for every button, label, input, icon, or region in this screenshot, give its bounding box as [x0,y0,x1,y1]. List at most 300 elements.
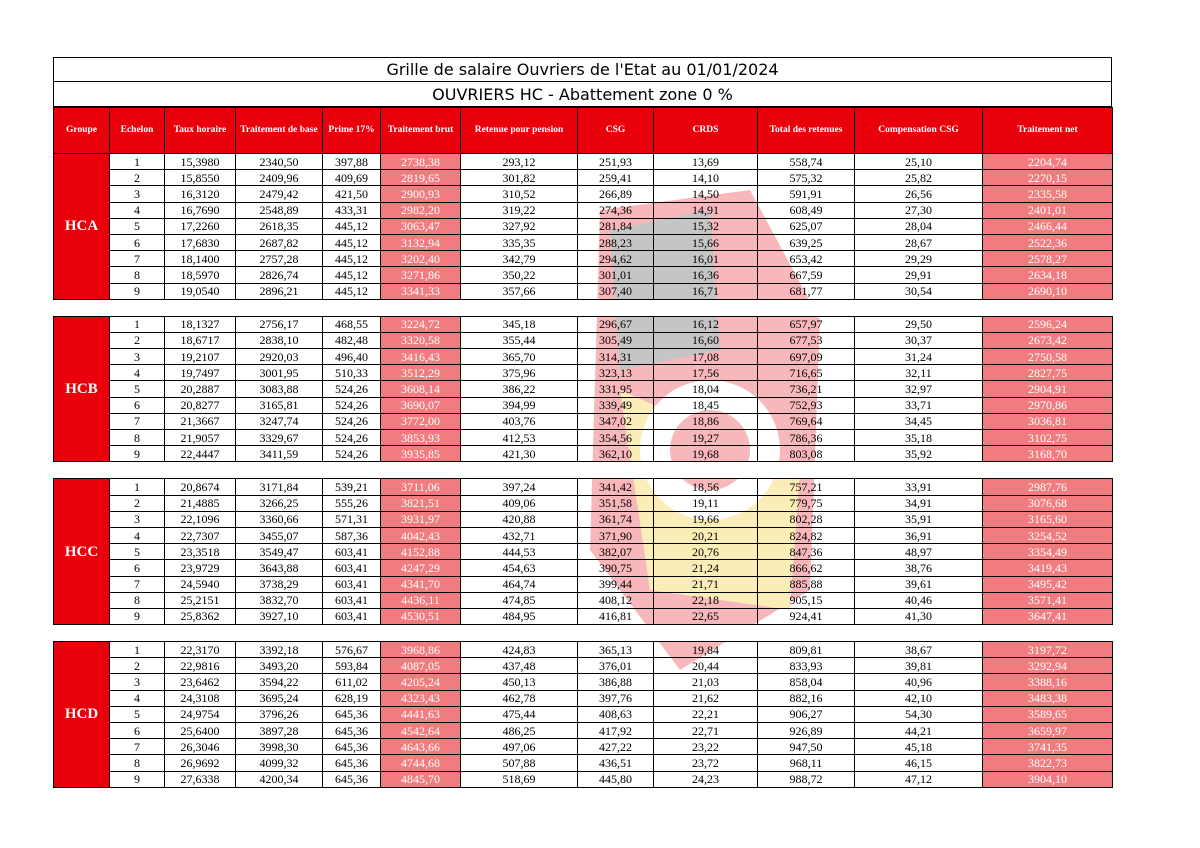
table-cell: 19,11 [654,495,758,511]
table-cell: 35,91 [855,511,983,527]
table-cell: 424,83 [461,642,578,658]
table-cell: 486,25 [461,723,578,739]
table-cell: 19,0540 [165,283,236,299]
table-cell: 803,08 [758,446,855,462]
table-cell: 2757,28 [236,251,323,267]
table-cell: 2340,50 [236,154,323,170]
table-cell: 3493,20 [236,658,323,674]
table-row [54,186,1113,202]
table-cell: 409,69 [323,170,381,186]
table-cell: 474,85 [461,592,578,608]
table-cell: 445,12 [323,234,381,250]
table-cell: 433,31 [323,202,381,218]
table-cell: 416,81 [578,608,654,624]
table-cell: 3772,00 [381,413,461,429]
table-cell: 34,45 [855,413,983,429]
table-row [54,706,1113,722]
table-cell: 2904,91 [983,381,1113,397]
table-cell: 301,82 [461,170,578,186]
table-cell: 3266,25 [236,495,323,511]
table-cell: 802,28 [758,511,855,527]
table-cell: 15,8550 [165,170,236,186]
table-cell: 3168,70 [983,446,1113,462]
table-cell: 24,5940 [165,576,236,592]
table-cell: 484,95 [461,608,578,624]
table-cell: 3292,94 [983,658,1113,674]
table-cell: 645,36 [323,739,381,755]
table-cell: 19,84 [654,642,758,658]
table-cell: 319,22 [461,202,578,218]
table-cell: 408,63 [578,706,654,722]
table-cell: 3165,60 [983,511,1113,527]
table-cell: 29,50 [855,316,983,332]
table-cell: 858,04 [758,674,855,690]
table-cell: 4542,64 [381,723,461,739]
table-cell: 2596,24 [983,316,1113,332]
table-cell: 3935,85 [381,446,461,462]
table-row [54,560,1113,576]
table-cell: 2618,35 [236,218,323,234]
table-cell: 14,50 [654,186,758,202]
table-cell: 54,30 [855,706,983,722]
table-row [54,234,1113,250]
table-cell: 361,74 [578,511,654,527]
column-header: Groupe [54,108,110,154]
table-cell: 20,21 [654,527,758,543]
table-cell: 3083,88 [236,381,323,397]
table-cell: 42,10 [855,690,983,706]
table-cell: 6 [110,560,165,576]
table-cell: 3165,81 [236,397,323,413]
table-cell: 301,01 [578,267,654,283]
table-cell: 677,53 [758,332,855,348]
table-cell: 8 [110,592,165,608]
column-header: Total des retenues [758,108,855,154]
table-cell: 539,21 [323,479,381,495]
table-row [54,608,1113,624]
table-cell: 22,7307 [165,527,236,543]
table-cell: 375,96 [461,365,578,381]
table-row [54,332,1113,348]
table-cell: 4341,70 [381,576,461,592]
table-cell: 409,06 [461,495,578,511]
table-cell: 327,92 [461,218,578,234]
table-cell: 22,9816 [165,658,236,674]
table-cell: 26,56 [855,186,983,202]
table-cell: 2270,15 [983,170,1113,186]
table-cell: 5 [110,381,165,397]
table-cell: 2690,10 [983,283,1113,299]
table-cell: 259,41 [578,170,654,186]
table-cell: 628,19 [323,690,381,706]
table-cell: 420,88 [461,511,578,527]
table-cell: 2401,01 [983,202,1113,218]
table-cell: 19,68 [654,446,758,462]
table-cell: 450,13 [461,674,578,690]
table-cell: 611,02 [323,674,381,690]
table-cell: 507,88 [461,755,578,771]
table-cell: 403,76 [461,413,578,429]
table-cell: 3455,07 [236,527,323,543]
table-cell: 1 [110,154,165,170]
table-cell: 3853,93 [381,430,461,446]
table-cell: 2634,18 [983,267,1113,283]
table-cell: 293,12 [461,154,578,170]
table-cell: 25,2151 [165,592,236,608]
table-cell: 16,7690 [165,202,236,218]
table-cell: 32,97 [855,381,983,397]
table-row [54,170,1113,186]
table-cell: 3001,95 [236,365,323,381]
table-cell: 29,91 [855,267,983,283]
table-row [54,283,1113,299]
table-row [54,674,1113,690]
table-cell: 16,71 [654,283,758,299]
table-row [54,576,1113,592]
table-cell: 2987,76 [983,479,1113,495]
table-cell: 4 [110,527,165,543]
table-cell: 4436,11 [381,592,461,608]
table-cell: 2335,58 [983,186,1113,202]
table-cell: 40,46 [855,592,983,608]
table-cell: 33,71 [855,397,983,413]
table-cell: 376,01 [578,658,654,674]
table-cell: 4530,51 [381,608,461,624]
table-cell: 757,21 [758,479,855,495]
table-cell: 323,13 [578,365,654,381]
table-cell: 21,9057 [165,430,236,446]
table-cell: 341,42 [578,479,654,495]
table-cell: 15,32 [654,218,758,234]
table-cell: 288,23 [578,234,654,250]
table-cell: 251,93 [578,154,654,170]
table-cell: 22,65 [654,608,758,624]
table-cell: 2 [110,170,165,186]
table-cell: 3822,73 [983,755,1113,771]
table-cell: 21,3667 [165,413,236,429]
group-spacer [54,299,1113,316]
table-cell: 3392,18 [236,642,323,658]
table-cell: 905,15 [758,592,855,608]
table-cell: 31,24 [855,349,983,365]
table-cell: 3931,97 [381,511,461,527]
table-cell: 25,82 [855,170,983,186]
table-cell: 3271,86 [381,267,461,283]
table-cell: 645,36 [323,771,381,787]
table-cell: 382,07 [578,544,654,560]
table-cell: 427,22 [578,739,654,755]
table-cell: 2756,17 [236,316,323,332]
table-row [54,592,1113,608]
table-cell: 30,54 [855,283,983,299]
table-cell: 18,1400 [165,251,236,267]
table-cell: 21,4885 [165,495,236,511]
column-header: Prime 17% [323,108,381,154]
table-cell: 3 [110,511,165,527]
table-cell: 3711,06 [381,479,461,495]
table-cell: 22,71 [654,723,758,739]
table-cell: 16,3120 [165,186,236,202]
table-cell: 866,62 [758,560,855,576]
table-cell: 41,30 [855,608,983,624]
table-cell: 23,6462 [165,674,236,690]
table-cell: 25,6400 [165,723,236,739]
table-row [54,413,1113,429]
table-cell: 7 [110,739,165,755]
table-cell: 1 [110,479,165,495]
table-cell: 716,65 [758,365,855,381]
table-cell: 2466,44 [983,218,1113,234]
table-cell: 354,56 [578,430,654,446]
table-cell: 3416,43 [381,349,461,365]
table-cell: 23,3518 [165,544,236,560]
table-cell: 524,26 [323,446,381,462]
table-cell: 2819,65 [381,170,461,186]
table-cell: 3832,70 [236,592,323,608]
table-cell: 3 [110,674,165,690]
table-cell: 21,62 [654,690,758,706]
table-cell: 40,96 [855,674,983,690]
table-cell: 357,66 [461,283,578,299]
table-row [54,316,1113,332]
column-header: CSG [578,108,654,154]
table-cell: 518,69 [461,771,578,787]
table-row [54,495,1113,511]
table-cell: 3549,47 [236,544,323,560]
table-cell: 444,53 [461,544,578,560]
table-cell: 18,56 [654,479,758,495]
table-cell: 445,12 [323,267,381,283]
table-cell: 48,97 [855,544,983,560]
table-cell: 18,45 [654,397,758,413]
table-row [54,527,1113,543]
table-cell: 2204,74 [983,154,1113,170]
table-cell: 9 [110,446,165,462]
table-cell: 3360,66 [236,511,323,527]
table-cell: 3354,49 [983,544,1113,560]
table-cell: 19,27 [654,430,758,446]
table-row [54,202,1113,218]
table-cell: 603,41 [323,576,381,592]
table-cell: 445,80 [578,771,654,787]
table-cell: 8 [110,267,165,283]
table-row [54,267,1113,283]
table-cell: 3968,86 [381,642,461,658]
column-header: Traitement net [983,108,1113,154]
table-cell: 3202,40 [381,251,461,267]
table-cell: 2838,10 [236,332,323,348]
table-cell: 25,10 [855,154,983,170]
table-cell: 3 [110,349,165,365]
table-cell: 296,67 [578,316,654,332]
table-cell: 20,8674 [165,479,236,495]
table-cell: 3695,24 [236,690,323,706]
table-row [54,154,1113,170]
table-cell: 445,12 [323,283,381,299]
table-cell: 26,3046 [165,739,236,755]
table-cell: 408,12 [578,592,654,608]
table-cell: 4099,32 [236,755,323,771]
group-label: HCB [54,316,110,462]
table-cell: 6 [110,723,165,739]
table-cell: 2827,75 [983,365,1113,381]
table-row [54,365,1113,381]
table-cell: 769,64 [758,413,855,429]
table-cell: 6 [110,397,165,413]
table-cell: 15,66 [654,234,758,250]
group-spacer [54,625,1113,642]
table-cell: 571,31 [323,511,381,527]
table-cell: 524,26 [323,381,381,397]
table-cell: 294,62 [578,251,654,267]
table-cell: 39,81 [855,658,983,674]
table-row [54,739,1113,755]
table-cell: 355,44 [461,332,578,348]
table-cell: 4087,05 [381,658,461,674]
table-row [54,771,1113,787]
table-cell: 445,12 [323,218,381,234]
table-cell: 625,07 [758,218,855,234]
table-cell: 22,21 [654,706,758,722]
table-cell: 926,89 [758,723,855,739]
table-cell: 603,41 [323,560,381,576]
table-cell: 14,10 [654,170,758,186]
table-cell: 2578,27 [983,251,1113,267]
table-row [54,218,1113,234]
table-cell: 603,41 [323,608,381,624]
table-cell: 38,67 [855,642,983,658]
table-cell: 27,6338 [165,771,236,787]
table-cell: 3102,75 [983,430,1113,446]
table-cell: 310,52 [461,186,578,202]
table-cell: 7 [110,251,165,267]
table-cell: 18,86 [654,413,758,429]
table-cell: 28,67 [855,234,983,250]
table-row [54,755,1113,771]
column-header: Compensation CSG [855,108,983,154]
table-cell: 20,8277 [165,397,236,413]
table-cell: 22,1096 [165,511,236,527]
table-cell: 18,04 [654,381,758,397]
table-cell: 19,7497 [165,365,236,381]
table-cell: 7 [110,413,165,429]
table-cell: 587,36 [323,527,381,543]
table-cell: 386,22 [461,381,578,397]
table-cell: 25,8362 [165,608,236,624]
table-cell: 417,92 [578,723,654,739]
table-cell: 3690,07 [381,397,461,413]
table-cell: 736,21 [758,381,855,397]
table-cell: 3320,58 [381,332,461,348]
table-cell: 482,48 [323,332,381,348]
table-cell: 2738,38 [381,154,461,170]
table-cell: 18,5970 [165,267,236,283]
table-cell: 639,25 [758,234,855,250]
table-cell: 575,32 [758,170,855,186]
table-cell: 21,24 [654,560,758,576]
table-cell: 924,41 [758,608,855,624]
table-cell: 3411,59 [236,446,323,462]
table-cell: 394,99 [461,397,578,413]
table-cell: 667,59 [758,267,855,283]
table-row [54,349,1113,365]
table-cell: 462,78 [461,690,578,706]
table-cell: 4247,29 [381,560,461,576]
table-cell: 17,2260 [165,218,236,234]
table-cell: 362,10 [578,446,654,462]
table-cell: 3643,88 [236,560,323,576]
table-cell: 3738,29 [236,576,323,592]
table-cell: 35,18 [855,430,983,446]
table-row [54,430,1113,446]
group-label: HCA [54,154,110,300]
table-cell: 36,91 [855,527,983,543]
table-cell: 3589,65 [983,706,1113,722]
table-cell: 2900,93 [381,186,461,202]
table-cell: 3329,67 [236,430,323,446]
table-cell: 608,49 [758,202,855,218]
table-cell: 752,93 [758,397,855,413]
table-cell: 524,26 [323,430,381,446]
table-cell: 657,97 [758,316,855,332]
table-cell: 8 [110,430,165,446]
table-body [54,154,1113,788]
table-cell: 4200,34 [236,771,323,787]
table-row [54,511,1113,527]
table-cell: 386,88 [578,674,654,690]
table-cell: 947,50 [758,739,855,755]
table-cell: 2409,96 [236,170,323,186]
table-cell: 17,56 [654,365,758,381]
table-cell: 824,82 [758,527,855,543]
table-cell: 397,24 [461,479,578,495]
table-cell: 2673,42 [983,332,1113,348]
table-cell: 437,48 [461,658,578,674]
table-cell: 454,63 [461,560,578,576]
table-cell: 23,9729 [165,560,236,576]
table-cell: 397,76 [578,690,654,706]
table-cell: 16,36 [654,267,758,283]
table-cell: 421,30 [461,446,578,462]
table-cell: 603,41 [323,592,381,608]
table-cell: 524,26 [323,397,381,413]
table-cell: 6 [110,234,165,250]
table-cell: 4042,43 [381,527,461,543]
table-row [54,251,1113,267]
table-cell: 350,22 [461,267,578,283]
table-cell: 44,21 [855,723,983,739]
table-cell: 22,4447 [165,446,236,462]
table-cell: 24,3108 [165,690,236,706]
table-cell: 3659,97 [983,723,1113,739]
table-cell: 4441,63 [381,706,461,722]
table-cell: 4744,68 [381,755,461,771]
table-cell: 445,12 [323,251,381,267]
group-spacer [54,462,1113,479]
table-cell: 335,35 [461,234,578,250]
table-row [54,397,1113,413]
table-cell: 779,75 [758,495,855,511]
table-cell: 3796,26 [236,706,323,722]
column-header: Taux horaire [165,108,236,154]
table-row [54,690,1113,706]
table-header-row [54,108,1113,154]
table-cell: 4 [110,202,165,218]
table-cell: 23,22 [654,739,758,755]
table-cell: 15,3980 [165,154,236,170]
table-cell: 468,55 [323,316,381,332]
table-row [54,658,1113,674]
